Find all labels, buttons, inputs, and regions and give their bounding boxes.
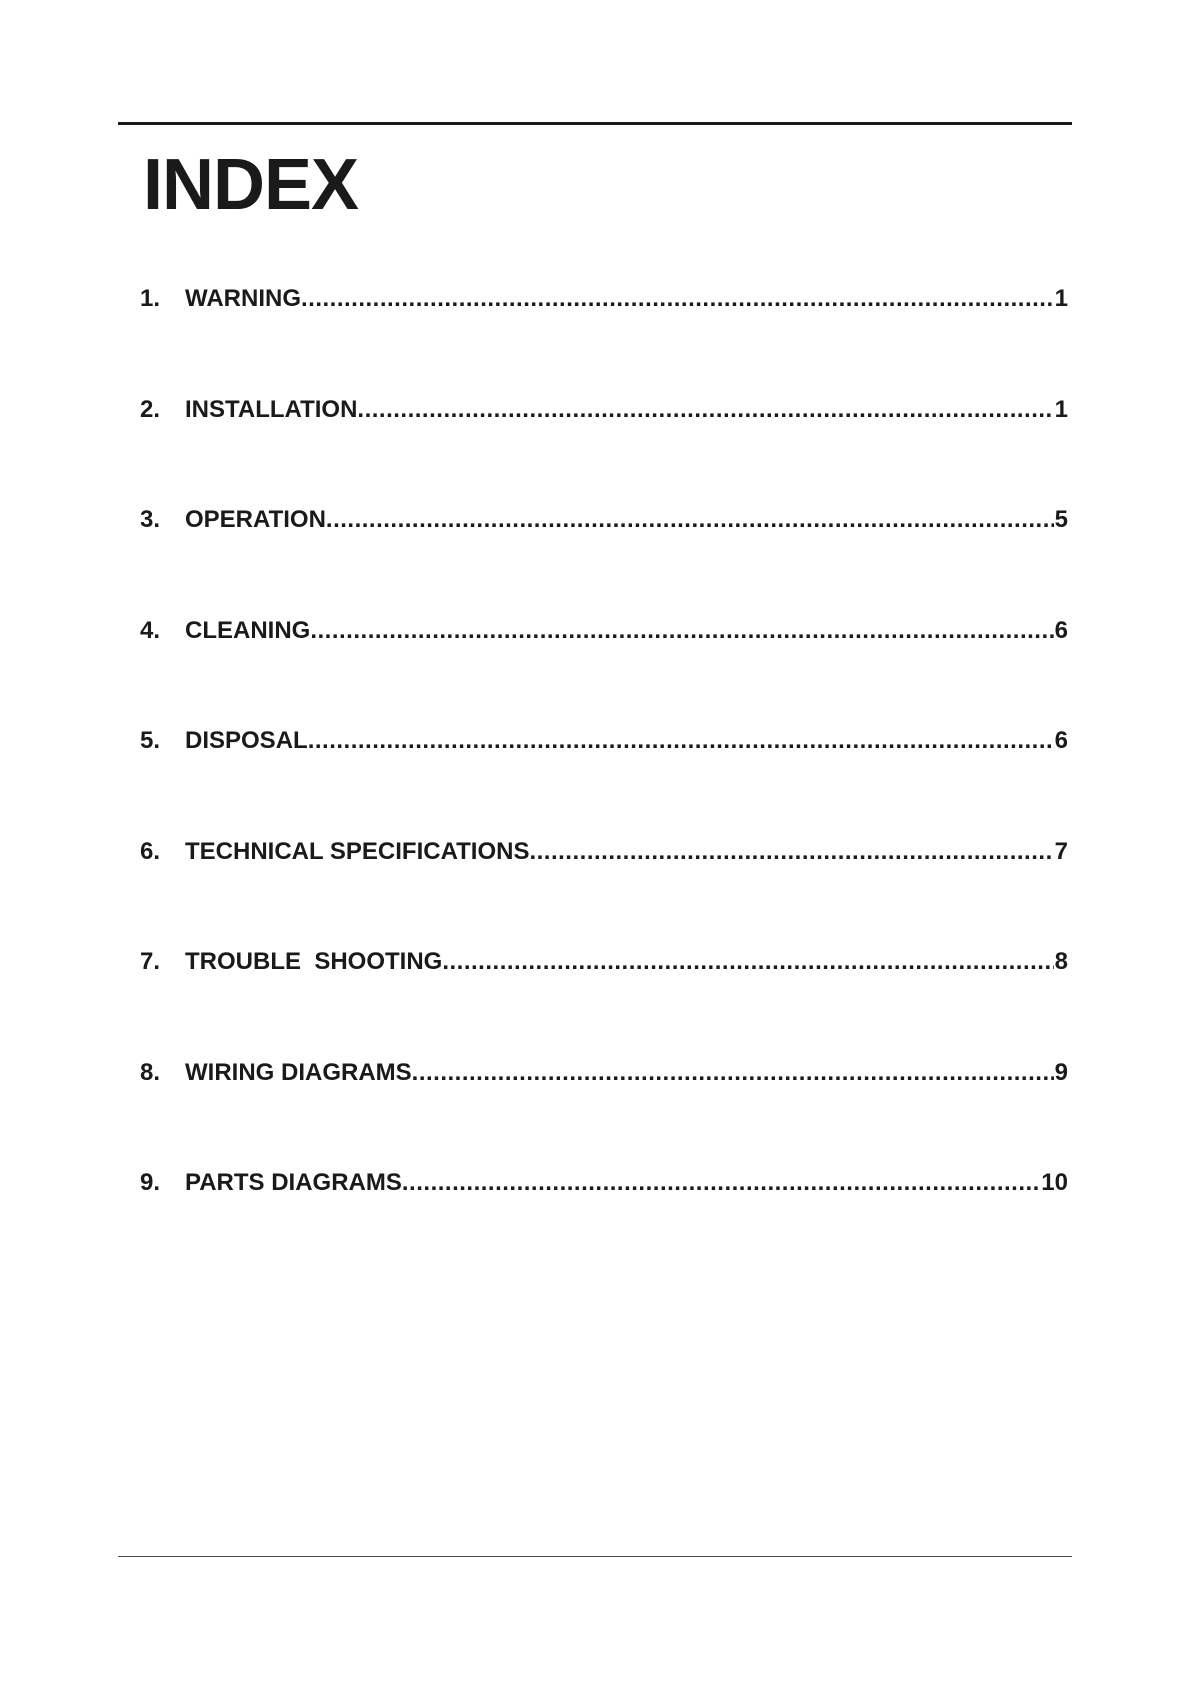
table-of-contents (140, 284, 1068, 1279)
toc-entry-operation[interactable] (140, 505, 1068, 535)
dot-leader (326, 505, 1054, 535)
toc-entry-page: 7 (1054, 837, 1068, 865)
bottom-rule (118, 1556, 1072, 1557)
toc-entry-label: TECHNICAL SPECIFICATIONS (185, 837, 530, 865)
toc-entry-page: 9 (1054, 1058, 1068, 1086)
dot-leader (529, 837, 1053, 867)
toc-entry-number: 3. (140, 506, 161, 533)
toc-entry-installation[interactable] (140, 395, 1068, 425)
toc-entry-label: DISPOSAL (185, 727, 308, 754)
toc-entry-page: 1 (1054, 285, 1068, 312)
toc-entry-page: 6 (1054, 727, 1068, 754)
toc-entry-page: 10 (1041, 1169, 1068, 1196)
toc-entry-number: 2. (140, 395, 161, 423)
toc-entry-page: 5 (1054, 506, 1068, 533)
toc-entry-label: OPERATION (185, 506, 326, 533)
dot-leader (357, 395, 1053, 425)
dot-leader (442, 947, 1053, 977)
toc-entry-page: 8 (1054, 948, 1068, 975)
dot-leader (301, 284, 1054, 314)
toc-entry-trouble-shooting[interactable] (140, 947, 1068, 977)
toc-entry-number: 4. (140, 616, 161, 644)
toc-entry-warning[interactable] (140, 284, 1068, 314)
toc-entry-label: PARTS DIAGRAMS (185, 1169, 402, 1196)
dot-leader (308, 726, 1054, 756)
toc-entry-number: 5. (140, 727, 161, 754)
toc-entry-number: 8. (140, 1058, 161, 1086)
toc-entry-number: 6. (140, 837, 161, 865)
page-title: INDEX (143, 145, 359, 225)
toc-entry-number: 7. (140, 948, 161, 975)
dot-leader (310, 616, 1053, 646)
toc-entry-parts-diagrams[interactable] (140, 1168, 1068, 1198)
toc-entry-cleaning[interactable] (140, 616, 1068, 646)
toc-entry-page: 1 (1054, 395, 1068, 423)
toc-entry-label: CLEANING (185, 616, 311, 644)
dot-leader (412, 1058, 1054, 1088)
toc-entry-page: 6 (1054, 616, 1068, 644)
toc-entry-label: TROUBLE SHOOTING (185, 948, 443, 975)
toc-entry-number: 9. (140, 1169, 161, 1196)
toc-entry-label: WARNING (185, 285, 301, 312)
toc-entry-disposal[interactable] (140, 726, 1068, 756)
dot-leader (402, 1168, 1040, 1198)
toc-entry-number: 1. (140, 285, 161, 312)
toc-entry-label: INSTALLATION (185, 395, 358, 423)
toc-entry-wiring-diagrams[interactable] (140, 1058, 1068, 1088)
toc-entry-label: WIRING DIAGRAMS (185, 1058, 412, 1086)
toc-entry-technical-specifications[interactable] (140, 837, 1068, 867)
top-rule (118, 122, 1072, 125)
